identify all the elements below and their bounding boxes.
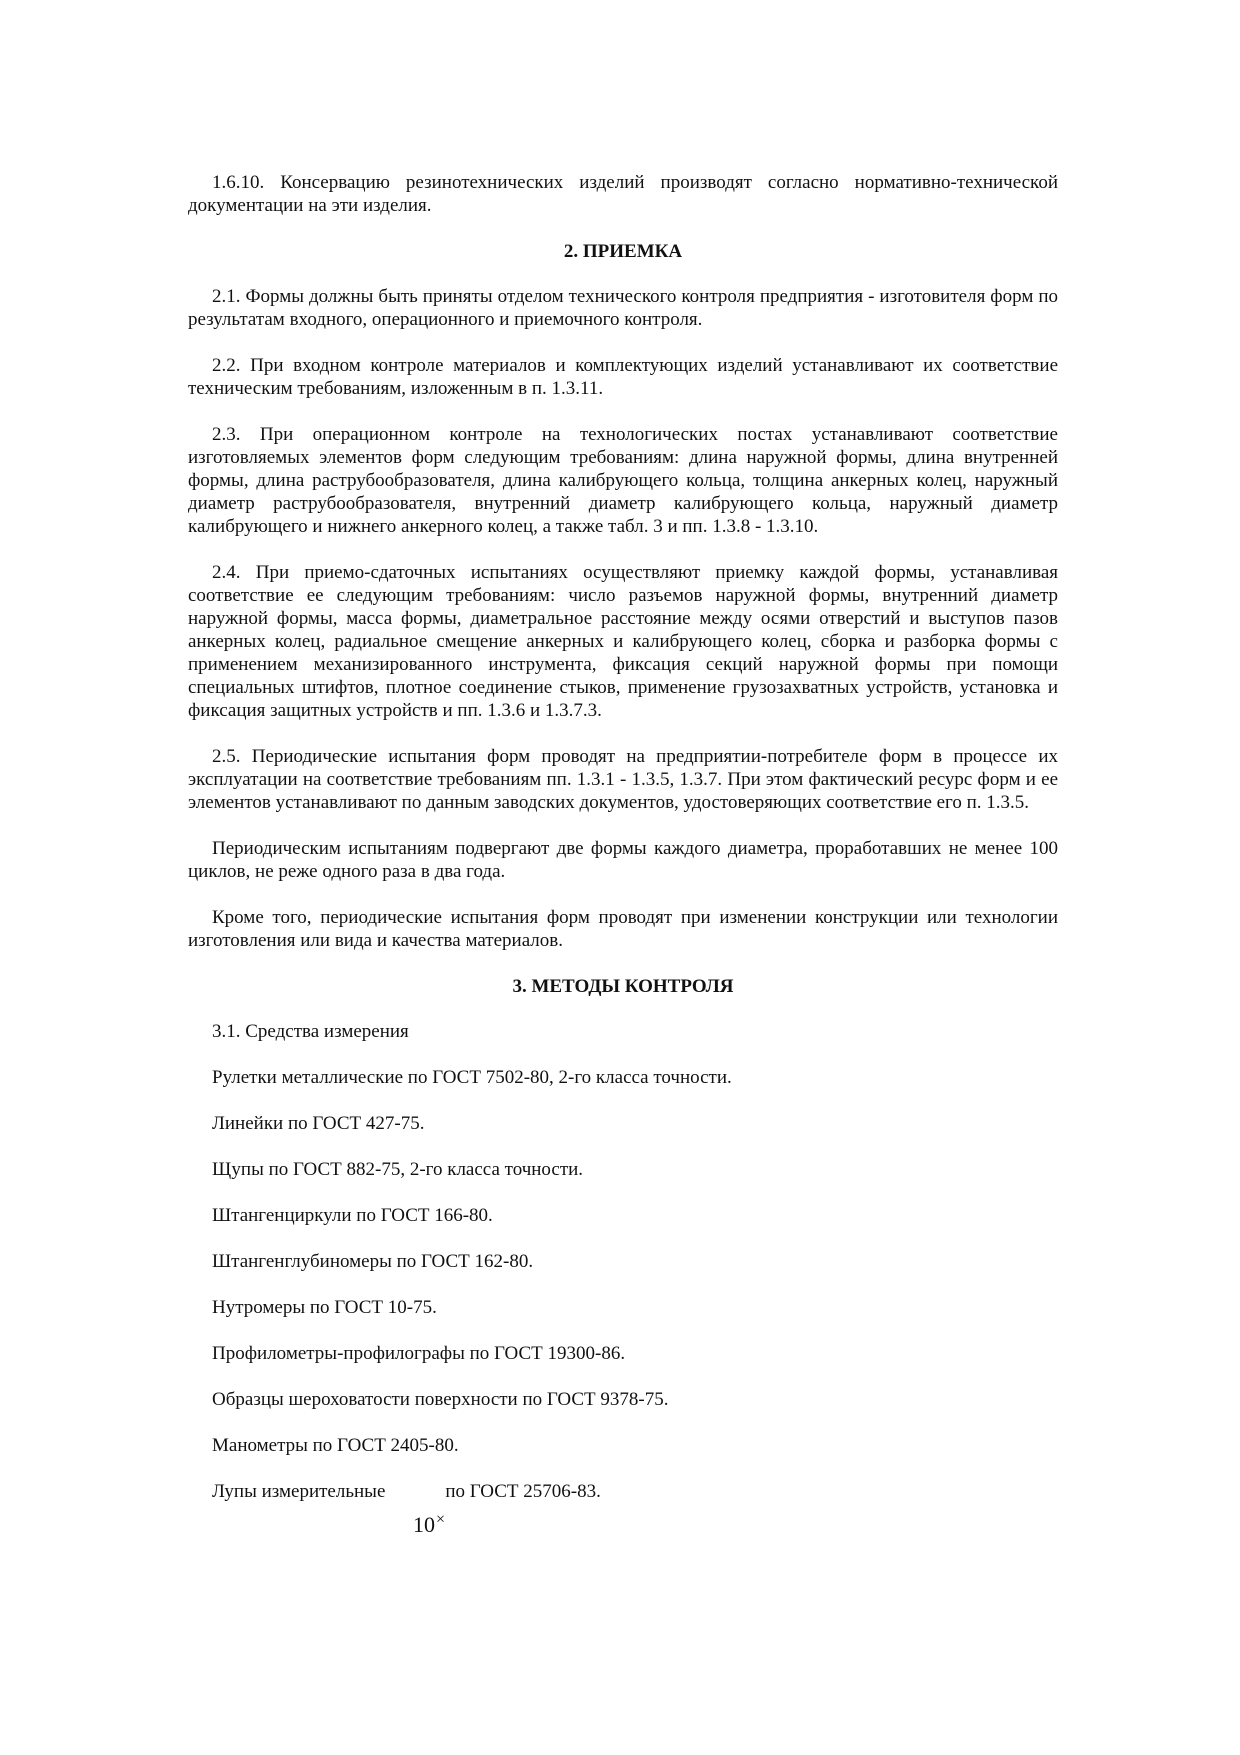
paragraph-2-1: 2.1. Формы должны быть приняты отделом технического контроля предприятия - изготовителя форм по результатам входного, операционного и приемочного контроля. xyxy=(188,286,1058,330)
list-item-manometers: Манометры по ГОСТ 2405-80. xyxy=(212,1435,459,1456)
paragraph-moreover: Кроме того, периодические испытания форм проводят при изменении конструкции или технологии изготовления или вида и качества материалов. xyxy=(188,907,1058,951)
magnifiers-standard: по ГОСТ 25706-83. xyxy=(445,1481,601,1502)
list-item-rulers: Линейки по ГОСТ 427-75. xyxy=(212,1113,425,1134)
section-2-title: 2. ПРИЕМКА xyxy=(563,241,683,262)
paragraph-2-5: 2.5. Периодические испытания форм проводят на предприятии-потребителе форм в процессе их эксплуатации на соответствие требованиям пп. 1.3.1 - 1.3.5, 1.3.7. При этом фактический ресурс форм и ее элементов устанавливают по данным заводских документов, удостоверяющих соответствие его п. 1.3.5. xyxy=(188,746,1058,813)
list-item-depth-gauges: Штангенглубиномеры по ГОСТ 162-80. xyxy=(212,1251,534,1272)
list-item-profilometers: Профилометры-профилографы по ГОСТ 19300-86. xyxy=(212,1343,626,1364)
multiplication-sign: × xyxy=(436,1511,446,1528)
paragraph-2-3: 2.3. При операционном контроле на технологических постах устанавливают соответствие изготовляемых элементов форм следующим требованиям: длина наружной формы, длина внутренней формы, длина раструбообразователя, длина калибрующего кольца, толщина анкерных колец, наружный диаметр раструбообразователя, внутренний диаметр калибрующего кольца, наружный диаметр калибрующего и нижнего анкерного колец, а также табл. 3 и пп. 1.3.8 - 1.3.10. xyxy=(188,424,1058,537)
list-item-measuring-tools: 3.1. Средства измерения xyxy=(212,1021,409,1042)
document-body xyxy=(188,171,1058,1537)
list-item-calipers: Штангенциркули по ГОСТ 166-80. xyxy=(212,1205,493,1226)
magnification-number: 10 xyxy=(413,1512,435,1537)
list-item-tape-measures: Рулетки металлические по ГОСТ 7502-80, 2-го класса точности. xyxy=(212,1067,732,1088)
paragraph-1-6-10: 1.6.10. Консервацию резинотехнических изделий производят согласно нормативно-технической документации на эти изделия. xyxy=(188,172,1058,216)
magnification-formula xyxy=(413,1511,446,1539)
list-item-magnifiers xyxy=(188,1480,1058,1537)
magnifiers-label: Лупы измерительные xyxy=(212,1481,386,1502)
section-3-title: 3. МЕТОДЫ КОНТРОЛЯ xyxy=(512,976,734,997)
list-item-roughness-samples: Образцы шероховатости поверхности по ГОСТ 9378-75. xyxy=(212,1389,669,1410)
paragraph-2-2: 2.2. При входном контроле материалов и комплектующих изделий устанавливают их соответствие техническим требованиям, изложенным в п. 1.3.11. xyxy=(188,355,1058,399)
list-item-feeler-gauges: Щупы по ГОСТ 882-75, 2-го класса точности. xyxy=(212,1159,584,1180)
list-item-bore-gauges: Нутромеры по ГОСТ 10-75. xyxy=(212,1297,437,1318)
paragraph-periodic: Периодическим испытаниям подвергают две формы каждого диаметра, проработавших не менее 100 циклов, не реже одного раза в два года. xyxy=(188,838,1058,882)
paragraph-2-4: 2.4. При приемо-сдаточных испытаниях осуществляют приемку каждой формы, устанавливая соответствие ее следующим требованиям: число разъемов наружной формы, внутренний диаметр наружной формы, масса формы, диаметральное расстояние между осями отверстий и выступов пазов анкерных колец, радиальное смещение анкерных и калибрующего колец, сборка и разборка формы с применением механизированного инструмента, фиксация секций наружной формы при помощи специальных штифтов, плотное соединение стыков, применение грузозахватных устройств, установка и фиксация защитных устройств и пп. 1.3.6 и 1.3.7.3. xyxy=(188,562,1058,721)
